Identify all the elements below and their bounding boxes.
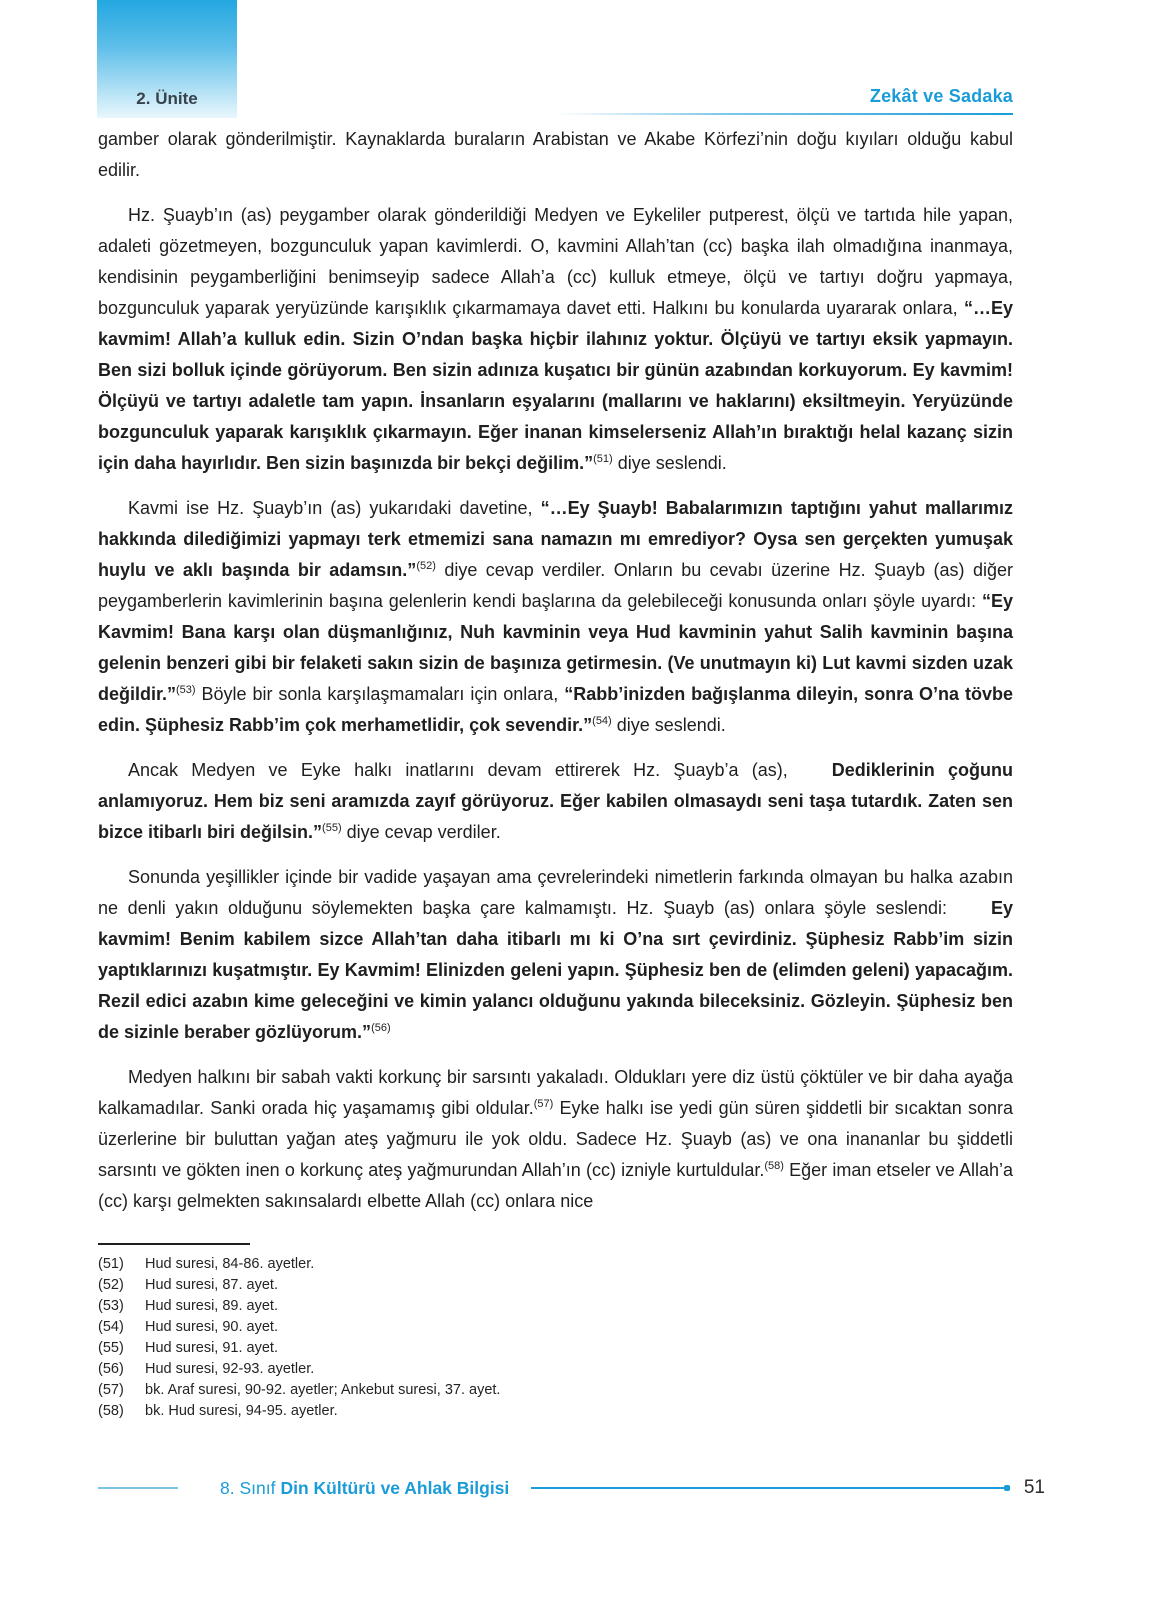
footnote-text: Hud suresi, 92-93. ayetler. bbox=[145, 1361, 315, 1377]
footnotes-section bbox=[98, 1243, 1013, 1422]
footnote-marker: (56) bbox=[98, 1361, 124, 1377]
footnote-ref: (58) bbox=[764, 1160, 784, 1172]
footnote-marker: (52) bbox=[98, 1277, 124, 1293]
section-title: Zekât ve Sadaka bbox=[869, 86, 1013, 106]
footnote-text: Hud suresi, 87. ayet. bbox=[145, 1277, 278, 1293]
paragraph bbox=[98, 755, 1013, 848]
footnote-text: Hud suresi, 91. ayet. bbox=[145, 1340, 278, 1356]
footnote-marker: (58) bbox=[98, 1403, 124, 1419]
footnote-text: Hud suresi, 90. ayet. bbox=[145, 1319, 278, 1335]
quote-text: Dediklerinin çoğunu anlamıyoruz. Hem biz seni aramızda zayıf görüyoruz. Eğer kabilen olmasaydı seni taşa tutardık. Zaten sen bizce itibarlı biri değilsin.” bbox=[98, 760, 1013, 842]
footnote-text: Hud suresi, 84-86. ayetler. bbox=[145, 1256, 315, 1272]
footnote-item bbox=[98, 1401, 1013, 1422]
paragraph bbox=[98, 493, 1013, 741]
footer-course-label: Din Kültürü ve Ahlak Bilgisi bbox=[280, 1477, 510, 1498]
quote-text: “…Ey kavmim! Allah’a kulluk edin. Sizin O’ndan başka hiçbir ilahınız yoktur. Ölçüyü ve tartıyı eksik yapmayın. Ben sizi bolluk içinde görüyorum. Ben sizin adınıza kuşatıcı bir günün azabından korkuyorum. Ey kavmim! Ölçüyü ve tartıyı adaletle tam yapın. İnsanların eşyalarını (mallarını ve haklarını) eksiltmeyin. Yeryüzünde bozgunculuk yaparak karışıklık çıkarmayın. Eğer inanan kimselerseniz Allah’ın bıraktığı helal kazanç sizin için daha hayırlıdır. Ben sizin başınızda bir bekçi değilim.” bbox=[98, 298, 1013, 473]
body-text: Kavmi ise Hz. Şuayb’ın (as) yukarıdaki davetine, bbox=[128, 498, 541, 518]
footnote-marker: (54) bbox=[98, 1319, 124, 1335]
body-text: diye seslendi. bbox=[611, 715, 726, 735]
footnote-item bbox=[98, 1338, 1013, 1359]
page-content bbox=[98, 124, 1013, 1422]
body-text: gamber olarak gönderilmiştir. Kaynaklarda buraların Arabistan ve Akabe Körfezi’nin doğu kıyıları olduğu kabul edilir. bbox=[98, 129, 1013, 180]
body-text: Hz. Şuayb’ın (as) peygamber olarak gönderildiği Medyen ve Eykeliler putperest, ölçü ve tartıda hile yapan, adaleti gözetmeyen, bozgunculuk yapan kavimlerdi. O, kavmini Allah’tan (cc) başka ilah olmadığına inanmaya, kendisinin peygamberliğini benimseyip sadece Allah’a (cc) kulluk etmeye, ölçü ve tartıyı doğru yapmaya, bozgunculuk yaparak yeryüzünde karışıklık çıkarmamaya davet etti. Halkını bu konularda uyararak onlara, bbox=[98, 205, 1013, 318]
paragraph bbox=[98, 862, 1013, 1048]
footnote-item bbox=[98, 1254, 1013, 1275]
footer-left-rule bbox=[98, 1487, 178, 1489]
paragraph bbox=[98, 124, 1013, 186]
body-text: Böyle bir sonla karşılaşmamaları için onlara, bbox=[195, 684, 565, 704]
footnotes-divider bbox=[98, 1243, 250, 1245]
footnotes-list bbox=[98, 1254, 1013, 1422]
footnote-ref: (57) bbox=[533, 1098, 554, 1110]
body-text: diye cevap verdiler. bbox=[341, 822, 501, 842]
section-header bbox=[558, 86, 1013, 115]
footnote-item bbox=[98, 1317, 1013, 1338]
footnote-ref: (53) bbox=[176, 684, 196, 696]
footer-right-rule bbox=[531, 1487, 1010, 1489]
footer-book-title bbox=[220, 1478, 509, 1499]
quote-text: “Ey Kavmim! Bana karşı olan düşmanlığınız, Nuh kavminin veya Hud kavminin yahut Salih kavminin başına gelenin benzeri gibi bir felaketi sakın sizin de başınıza getirmesin. (Ve unutmayın ki) Lut kavmi sizden uzak değildir.” bbox=[98, 591, 1013, 704]
page-footer bbox=[98, 1477, 1045, 1499]
body-text: Medyen halkını bir sabah vakti korkunç bir sarsıntı yakaladı. Oldukları yere diz üstü çöktüler ve bir daha ayağa kalkamadılar. Sanki orada hiç yaşamamış gibi oldular. bbox=[98, 1067, 1013, 1118]
quote-text: Ey kavmim! Benim kabilem sizce Allah’tan daha itibarlı mı ki O’na sırt çevirdiniz. Şüphesiz Rabb’im sizin yaptıklarınızı kuşatmıştır. Ey Kavmim! Elinizden geleni yapın. Şüphesiz ben de (elimden geleni) yapacağım. Rezil edici azabın kime geleceğini ve kimin yalancı olduğunu yakında bileceksiniz. Gözleyin. Şüphesiz ben de sizinle beraber gözlüyorum.” bbox=[98, 898, 1013, 1042]
quote-text: “…Ey Şuayb! Babalarımızın taptığını yahut mallarımız hakkında dilediğimizi yapmayı terk etmemizi sana namazın mı emrediyor? Oysa sen gerçekten yumuşak huylu ve aklı başında bir adamsın.” bbox=[98, 498, 1013, 580]
footnote-ref: (55) bbox=[322, 822, 342, 834]
footer-grade-label: 8. Sınıf bbox=[220, 1477, 276, 1498]
body-text: Ancak Medyen ve Eyke halkı inatlarını devam ettirerek Hz. Şuayb’a (as), bbox=[128, 760, 788, 780]
unit-label: 2. Ünite bbox=[136, 89, 198, 108]
body-text: diye seslendi. bbox=[612, 453, 727, 473]
footnote-item bbox=[98, 1359, 1013, 1380]
footnote-ref: (51) bbox=[593, 453, 613, 465]
footnote-item bbox=[98, 1296, 1013, 1317]
footnote-ref: (56) bbox=[371, 1022, 391, 1034]
body-text: diye cevap verdiler. Onların bu cevabı üzerine Hz. Şuayb (as) diğer peygamberlerin kavimlerinin başına gelenlerin kendi başlarına da gelebileceği konusunda onları şöyle uyardı: bbox=[98, 560, 1013, 611]
footnote-marker: (55) bbox=[98, 1340, 124, 1356]
footnote-marker: (51) bbox=[98, 1256, 124, 1272]
footnote-ref: (52) bbox=[416, 560, 436, 572]
footnote-marker: (53) bbox=[98, 1298, 124, 1314]
footnote-text: Hud suresi, 89. ayet. bbox=[145, 1298, 278, 1314]
quote-text: “Rabb’inizden bağışlanma dileyin, sonra O’na tövbe edin. Şüphesiz Rabb’im çok merhametlidir, çok sevendir.” bbox=[98, 684, 1013, 735]
body-text: Eyke halkı ise yedi gün süren şiddetli bir sıcaktan sonra üzerlerine bir buluttan yağan ateş yağmuru ile yok oldu. Sadece Hz. Şuayb (as) ve ona inananlar bu şiddetli sarsıntı ve gökten inen o korkunç ateş yağmurundan Allah’ın (cc) izniyle kurtuldular. bbox=[98, 1098, 1014, 1180]
footnote-marker: (57) bbox=[98, 1382, 124, 1398]
footnote-text: bk. Hud suresi, 94-95. ayetler. bbox=[145, 1403, 338, 1419]
body-text: Sonunda yeşillikler içinde bir vadide yaşayan ama çevrelerindeki nimetlerin farkında olmayan bu halka azabın ne denli yakın olduğunu söylemekten başka çare kalmamıştı. Hz. Şuayb (as) onlara şöyle seslendi: bbox=[98, 867, 1013, 918]
body-text: Eğer iman etseler ve Allah’a (cc) karşı gelmekten sakınsalardı elbette Allah (cc) onlara nice bbox=[98, 1160, 1013, 1211]
footnote-text: bk. Araf suresi, 90-92. ayetler; Ankebut suresi, 37. ayet. bbox=[145, 1382, 501, 1398]
footnote-item bbox=[98, 1275, 1013, 1296]
body-paragraphs bbox=[98, 124, 1013, 1217]
footnote-ref: (54) bbox=[592, 715, 612, 727]
page-number: 51 bbox=[1023, 1477, 1045, 1498]
paragraph bbox=[98, 1062, 1013, 1217]
footnote-item bbox=[98, 1380, 1013, 1401]
paragraph bbox=[98, 200, 1013, 479]
unit-badge bbox=[97, 0, 237, 118]
section-underline-divider bbox=[558, 113, 1013, 115]
